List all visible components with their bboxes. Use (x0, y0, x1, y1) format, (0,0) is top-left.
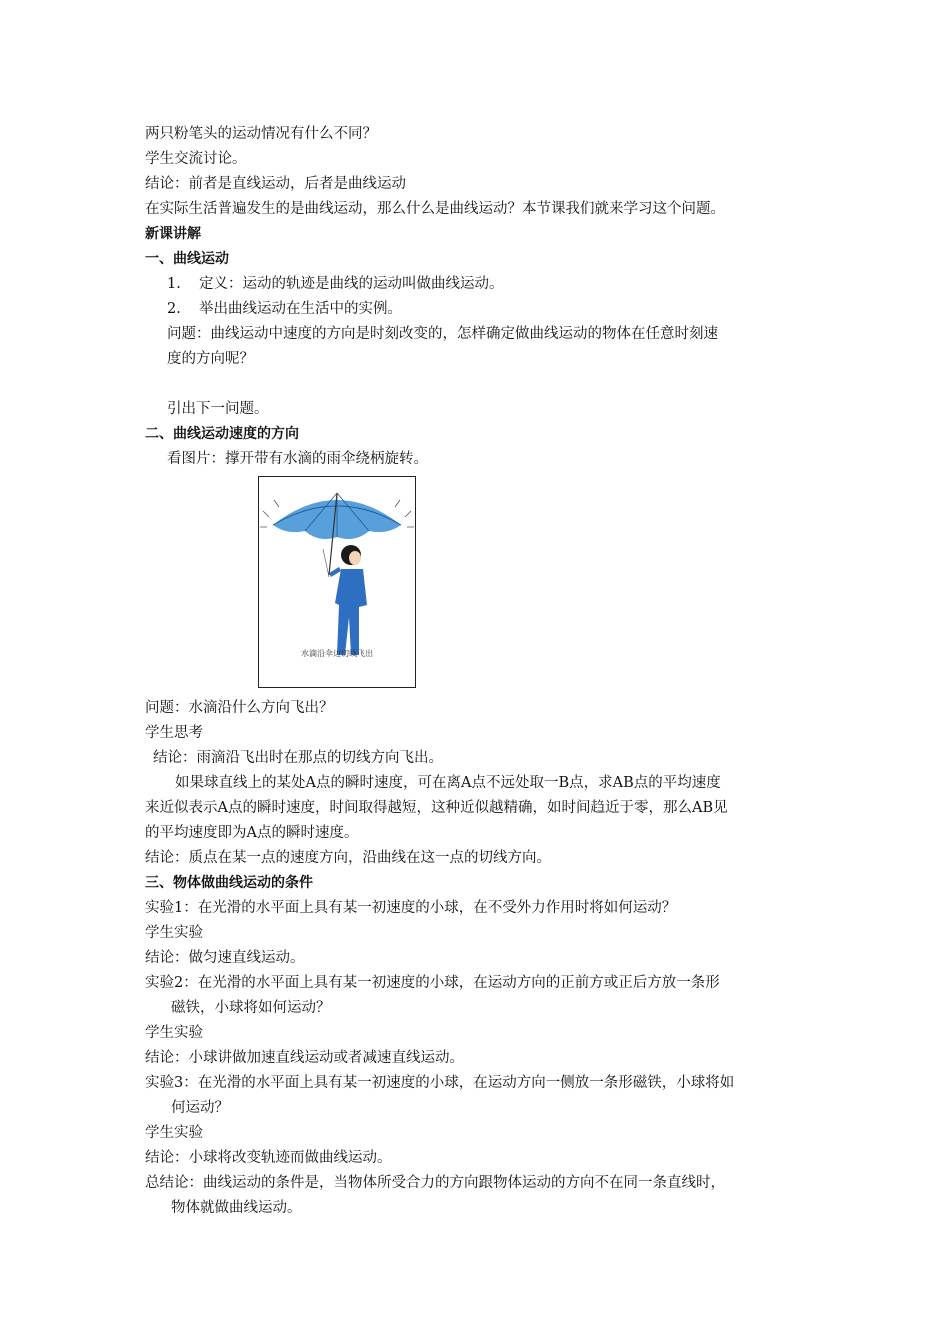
text-line: 来近似表示A点的瞬时速度，时间取得越短，这种近似越精确，如时间趋近于零，那么AB见 (145, 800, 728, 816)
text-line: 结论：雨滴沿飞出时在那点的切线方向飞出。 (153, 750, 443, 766)
list-text: 定义：运动的轨迹是曲线的运动叫做曲线运动。 (199, 276, 504, 292)
section-heading: 新课讲解 (145, 226, 201, 242)
text-line: 实验3：在光滑的水平面上具有某一初速度的小球，在运动方向一侧放一条形磁铁，小球将如 (145, 1075, 735, 1091)
list-number: 2. (167, 301, 181, 317)
text-line: 学生思考 (145, 725, 203, 741)
text-line: 学生实验 (145, 1025, 203, 1041)
text-line: 学生交流讨论。 (145, 151, 247, 167)
document-page (145, 122, 815, 1221)
list-item (145, 272, 815, 297)
text-line: 实验2：在光滑的水平面上具有某一初速度的小球，在运动方向的正前方或正后方放一条形 (145, 975, 720, 991)
figure-container (145, 476, 815, 696)
umbrella-figure (258, 476, 416, 688)
text-line: 学生实验 (145, 1125, 203, 1141)
text-line: 看图片：撑开带有水滴的雨伞绕柄旋转。 (167, 451, 428, 467)
text-line: 磁铁，小球将如何运动？ (171, 1000, 331, 1016)
text-line: 问题：水滴沿什么方向飞出？ (145, 700, 334, 716)
text-line: 物体就做曲线运动。 (171, 1200, 302, 1216)
text-line: 总结论：曲线运动的条件是，当物体所受合力的方向跟物体运动的方向不在同一条直线时， (145, 1175, 725, 1191)
section-heading: 二、曲线运动速度的方向 (145, 426, 299, 442)
spacer (145, 372, 815, 397)
text-line: 在实际生活普遍发生的是曲线运动，那么什么是曲线运动？本节课我们就来学习这个问题。 (145, 201, 725, 217)
list-text: 举出曲线运动在生活中的实例。 (199, 301, 402, 317)
list-number: 1. (167, 276, 181, 292)
figure-caption: 水滴沿伞边切线飞出 (301, 649, 373, 658)
section-heading: 三、物体做曲线运动的条件 (145, 875, 313, 891)
text-line: 引出下一问题。 (167, 401, 269, 417)
text-line: 结论：小球将改变轨迹而做曲线运动。 (145, 1150, 392, 1166)
list-item (145, 297, 815, 322)
text-line: 何运动？ (171, 1100, 229, 1116)
text-line: 度的方向呢？ (167, 351, 254, 367)
text-line: 实验1：在光滑的水平面上具有某一初速度的小球，在不受外力作用时将如何运动？ (145, 900, 677, 916)
text-line: 如果球直线上的某处A点的瞬时速度，可在离A点不远处取一B点，求AB点的平均速度 (175, 775, 721, 791)
section-heading: 一、曲线运动 (145, 251, 229, 267)
text-line: 学生实验 (145, 925, 203, 941)
text-line: 结论：质点在某一点的速度方向，沿曲线在这一点的切线方向。 (145, 850, 551, 866)
person-body (335, 569, 367, 655)
text-line: 的平均速度即为A点的瞬时速度。 (145, 825, 359, 841)
text-line: 结论：前者是直线运动，后者是曲线运动 (145, 176, 406, 192)
text-line: 结论：做匀速直线运动。 (145, 950, 305, 966)
text-line: 结论：小球讲做加速直线运动或者减速直线运动。 (145, 1050, 464, 1066)
text-line: 两只粉笔头的运动情况有什么不同？ (145, 126, 377, 142)
text-line: 问题：曲线运动中速度的方向是时刻改变的，怎样确定做曲线运动的物体在任意时刻速 (167, 326, 718, 342)
